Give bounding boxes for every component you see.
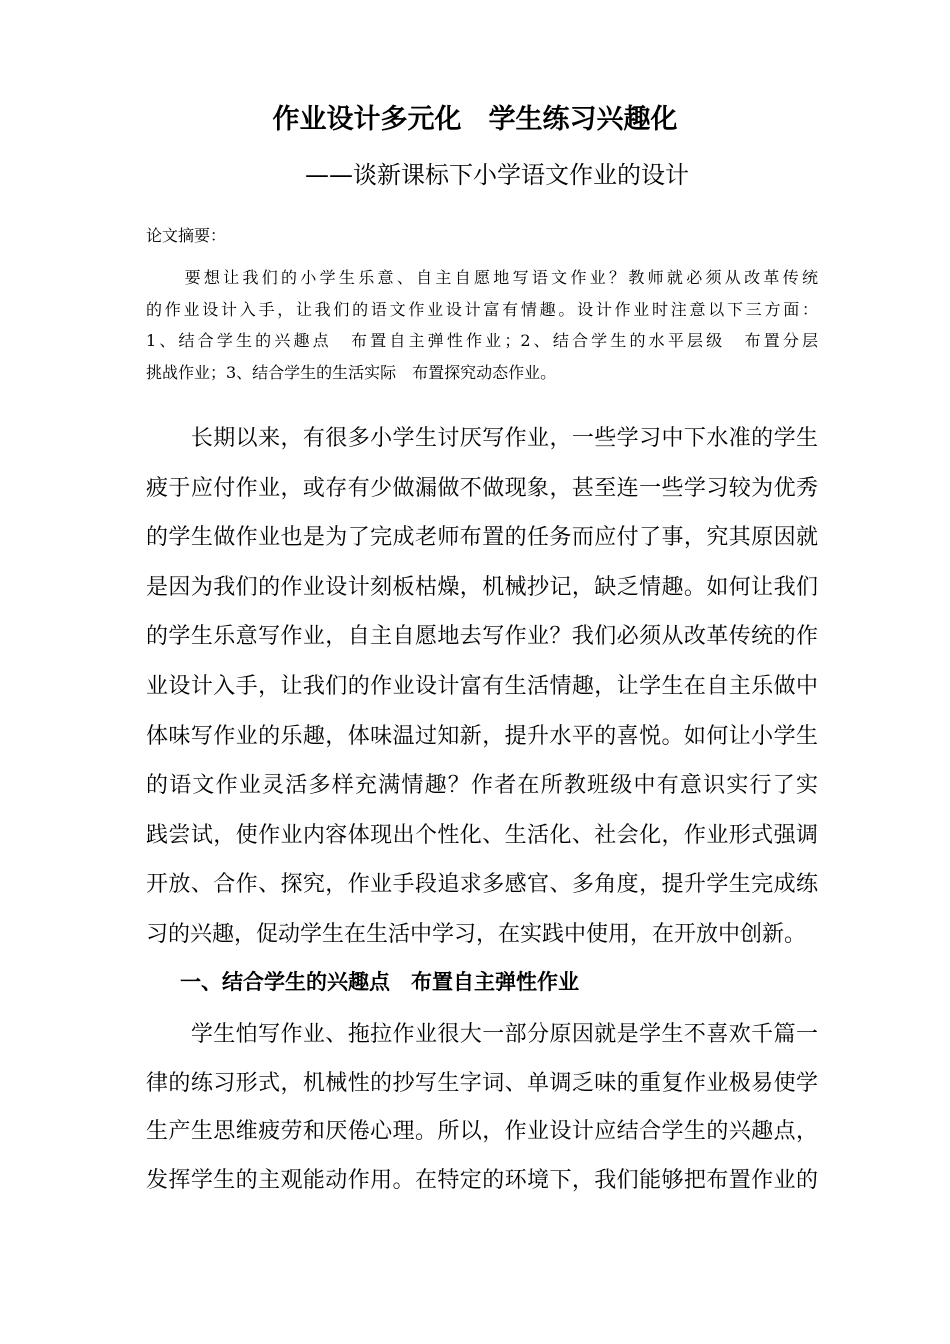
body-line: 开放、合作、探究，作业手段追求多感官、多角度，提升学生完成练 xyxy=(146,872,818,898)
body-line: 习的兴趣，促动学生在生活中学习，在实践中使用，在开放中创新。 xyxy=(146,921,807,947)
abstract-line: 要想让我们的小学生乐意、自主自愿地写语文作业？教师就必须从改革传统 xyxy=(146,268,818,287)
abstract-label: 论文摘要： xyxy=(146,226,227,245)
body-line: 疲于应付作业，或存有少做漏做不做现象，甚至连一些学习较为优秀 xyxy=(146,475,818,501)
abstract-paragraph xyxy=(146,262,818,389)
body-line: 的语文作业灵活多样充满情趣？作者在所教班级中有意识实行了实 xyxy=(146,773,818,799)
body-line: 是因为我们的作业设计刻板枯燥，机械抄记，缺乏情趣。如何让我们 xyxy=(146,574,818,600)
section-heading: 一、结合学生的兴趣点 布置自主弹性作业 xyxy=(180,970,579,994)
section-line: 生产生思维疲劳和厌倦心理。所以，作业设计应结合学生的兴趣点， xyxy=(146,1119,818,1144)
abstract-line: 1、结合学生的兴趣点 布置自主弹性作业；2、结合学生的水平层级 布置分层 xyxy=(146,331,818,351)
section-line: 律的练习形式，机械性的抄写生字词、单调乏味的重复作业极易使学 xyxy=(146,1070,818,1096)
section-line: 发挥学生的主观能动作用。在特定的环境下，我们能够把布置作业的 xyxy=(146,1167,818,1193)
body-line: 的学生做作业也是为了完成老师布置的任务而应付了事，究其原因就 xyxy=(146,525,818,551)
document-subtitle: ——谈新课标下小学语文作业的设计 xyxy=(305,161,689,189)
abstract-line: 挑战作业；3、结合学生的生活实际 布置探究动态作业。 xyxy=(146,363,557,383)
abstract-line: 的作业设计入手，让我们的语文作业设计富有情趣。设计作业时注意以下三方面： xyxy=(146,299,818,319)
body-line: 践尝试，使作业内容体现出个性化、生活化、社会化，作业形式强调 xyxy=(146,822,818,848)
body-line: 业设计入手，让我们的作业设计富有生活情趣，让学生在自主乐做中 xyxy=(146,673,818,699)
section-paragraph xyxy=(146,1011,818,1205)
body-line: 长期以来，有很多小学生讨厌写作业，一些学习中下水准的学生 xyxy=(146,426,818,451)
document-title: 作业设计多元化 学生练习兴趣化 xyxy=(272,104,678,135)
intro-paragraph xyxy=(146,414,818,960)
section-line: 学生怕写作业、拖拉作业很大一部分原因就是学生不喜欢千篇一 xyxy=(146,1022,818,1047)
body-line: 体味写作业的乐趣，体味温过知新，提升水平的喜悦。如何让小学生 xyxy=(146,723,818,749)
body-line: 的学生乐意写作业，自主自愿地去写作业？我们必须从改革传统的作 xyxy=(146,624,818,650)
